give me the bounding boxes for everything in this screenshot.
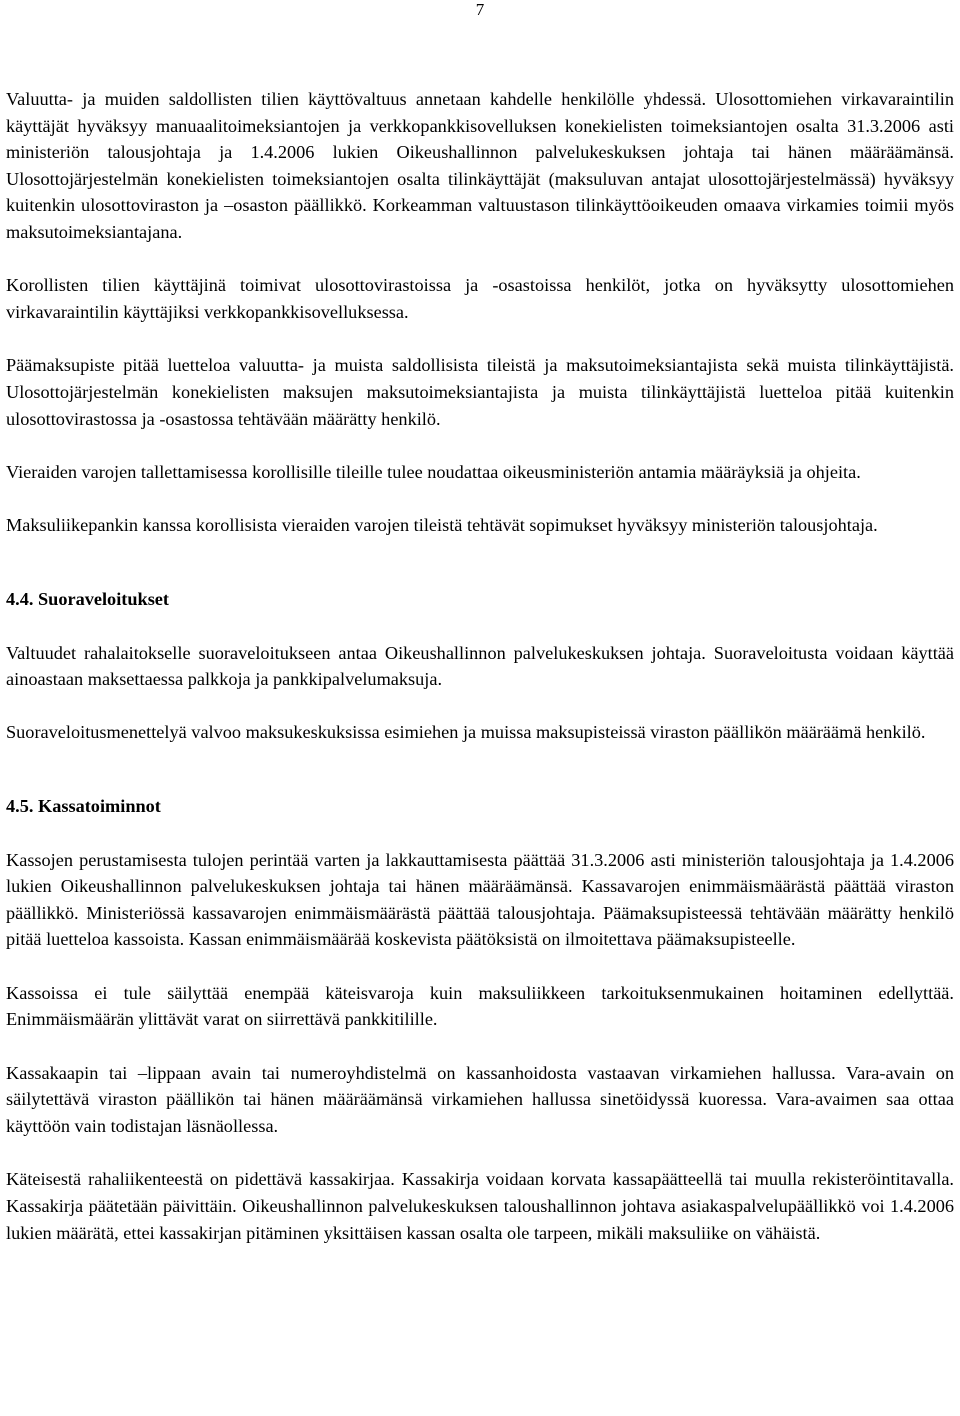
paragraph-foreign-funds-deposit: Vieraiden varojen tallettamisessa korollisille tileille tulee noudattaa oikeusministeriön antamia määräyksiä ja ohjeita. [6,461,861,482]
paragraph-bank-agreements: Maksuliikepankin kanssa korollisista vieraiden varojen tileistä tehtävät sopimukset hyväksyy ministeriön talousjohtaja. [6,515,878,536]
heading-cash-operations: 4.5. Kassatoiminnot [6,796,161,817]
paragraph-cash-limits: Kassoissa ei tule säilyttää enempää käteisvaroja kuin maksuliikkeen tarkoituksenmukainen hoitaminen edellyttää. Enimmäismäärän ylittävät varat on siirrettävä pankkitilille. [6,982,954,1030]
paragraph-direct-debit-authority: Valtuudet rahalaitokselle suoraveloitukseen antaa Oikeushallinnon palvelukeskuksen johtaja. Suoraveloitusta voidaan käyttää ainoastaan maksettaessa palkkoja ja pankkipalvelumaksuja. [6,642,954,690]
paragraph-direct-debit-supervision: Suoraveloitusmenettelyä valvoo maksukeskuksissa esimiehen ja muissa maksupisteissä viraston päällikön määräämä henkilö. [6,722,926,743]
paragraph-interest-accounts-users: Korollisten tilien käyttäjinä toimivat ulosottovirastoissa ja -osastoissa henkilöt, jotka on hyväksytty ulosottomiehen virkavaraintilin käyttäjiksi verkkopankkisovelluksessa. [6,275,954,322]
paragraph-cash-establishment: Kassojen perustamisesta tulojen perintää varten ja lakkauttamisesta päättää 31.3.2006 asti ministeriön talousjohtaja ja 1.4.2006 lukien Oikeushallinnon palvelukeskuksen johtaja tai hänen määräämänsä. Kassavarojen enimmäismäärästä päättää viraston päällikkö. Ministeriössä kassavarojen enimmäismäärästä päättää talousjohtaja. Päämaksupisteessä tehtävään määrätty henkilö pitää luetteloa kassoista. Kassan enimmäismäärää koskevista päätöksistä on ilmoitettava päämaksupisteelle. [6,849,954,950]
paragraph-safe-keys: Kassakaapin tai –lippaan avain tai numeroyhdistelmä on kassanhoidosta vastaavan virkamiehen hallussa. Vara-avain on säilytettävä viraston päällikön tai hänen määräämänsä virkamiehen hallussa sinetöidyssä kuoressa. Vara-avaimen saa ottaa käyttöön vain todistajan läsnäollessa. [6,1062,954,1137]
document-body [6,86,954,1273]
page-number: 7 [475,0,485,19]
paragraph-main-payment-point-list: Päämaksupiste pitää luetteloa valuutta- ja muista saldollisista tileistä ja maksutoimeksiantajista sekä muista tilinkäyttäjistä. Ulosottojärjestelmän konekielisten maksujen maksutoimeksiantajista ja muista tilinkäyttäjistä luetteloa pitää kuitenkin ulosottovirastossa ja -osastossa tehtävään määrätty henkilö. [6,355,954,429]
heading-direct-debits: 4.4. Suoraveloitukset [6,588,170,609]
paragraph-cash-book: Käteisestä rahaliikenteestä on pidettävä kassakirjaa. Kassakirja voidaan korvata kassapäätteellä tai muulla rekisteröintitavalla. Kassakirja päätetään päivittäin. Oikeushallinnon palvelukeskuksen taloushallinnon johtava asiakaspalvelupäällikkö voi 1.4.2006 lukien määrätä, ettei kassakirjan pitäminen yksittäisen kassan osalta ole tarpeen, mikäli maksuliike on vähäistä. [6,1169,954,1243]
paragraph-account-authority: Valuutta- ja muiden saldollisten tilien käyttövaltuus annetaan kahdelle henkilölle yhdessä. Ulosottomiehen virkavaraintilin käyttäjät hyväksyy manuaalitoimeksiantojen ja verkkopankkisovelluksen konekielisten toimeksiantojen osalta 31.3.2006 asti ministeriön talousjohtaja ja 1.4.2006 lukien Oikeushallinnon palvelukeskuksen johtaja tai hänen määräämänsä. Ulosottojärjestelmän konekielisten toimeksiantojen osalta tilinkäyttäjät (maksuluvan antajat ulosottojärjestelmässä) hyväksyy kuitenkin ulosottoviraston ja –osaston päällikkö. Korkeamman valtuustason tilinkäyttöoikeuden omaava virkamies toimii myös maksutoimeksiantajana. [6,89,954,242]
